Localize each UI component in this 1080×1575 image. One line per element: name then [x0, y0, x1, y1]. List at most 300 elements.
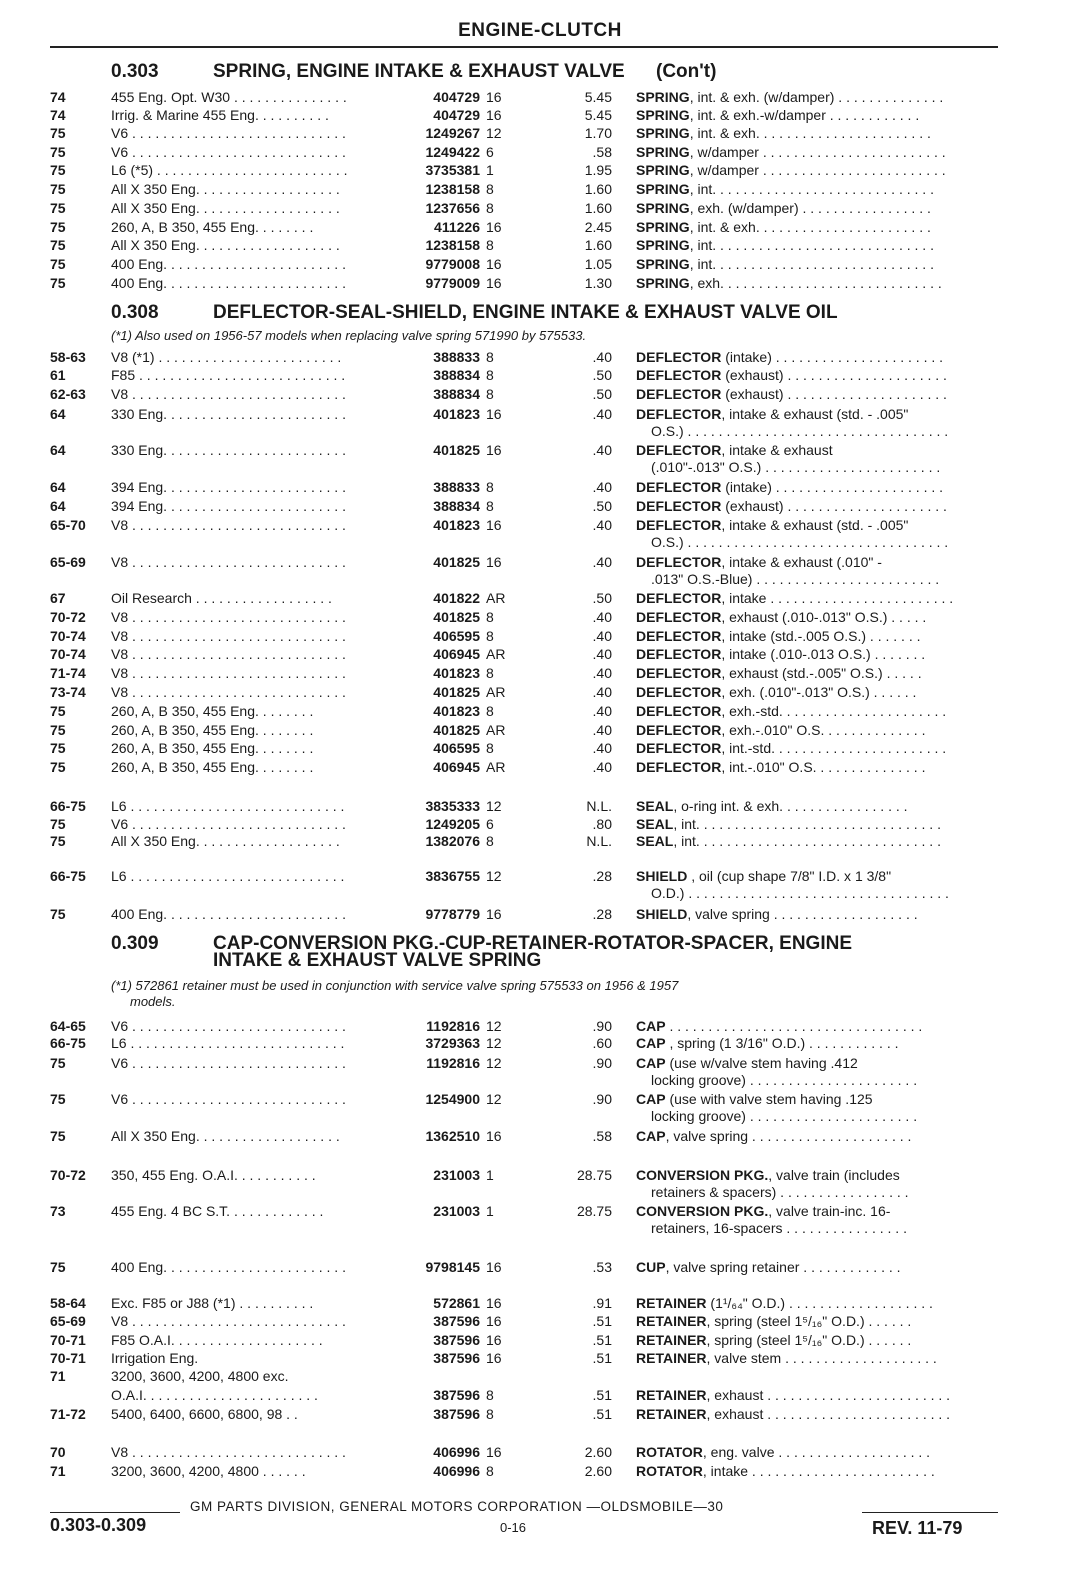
part-description: , int. & exh.-w/damper . . . . . . . . . . . . — [689, 107, 920, 123]
part-name: DEFLECTOR — [636, 609, 722, 625]
description-cell — [636, 1294, 998, 1313]
price-cell: .40 — [592, 665, 612, 681]
part-name: DEFLECTOR — [636, 646, 722, 662]
part-name: SEAL — [636, 798, 674, 814]
quantity-cell: 8 — [486, 703, 494, 719]
part-description: , int. & exh. . . . . . . . . . . . . . . . . . . . . . . — [689, 219, 931, 235]
quantity-cell: 8 — [486, 1463, 494, 1479]
part-number-cell: 387596 — [433, 1313, 480, 1329]
price-cell: .40 — [592, 722, 612, 738]
quantity-cell: 12 — [486, 798, 502, 814]
part-name: DEFLECTOR — [636, 442, 722, 458]
quantity-cell: 16 — [486, 107, 502, 123]
application-cell: 455 Eng. 4 BC S.T. . . . . . . . . . . . . — [111, 1203, 324, 1219]
price-cell: .50 — [592, 386, 612, 402]
year-cell: 74 — [50, 107, 66, 123]
quantity-cell: 8 — [486, 833, 494, 849]
price-cell: 28.75 — [576, 1203, 612, 1219]
description-cell — [636, 143, 998, 162]
part-description: (intake) . . . . . . . . . . . . . . . . . . . . . . — [721, 349, 944, 365]
part-number-cell: 406945 — [433, 646, 480, 662]
part-number-cell: 401823 — [433, 665, 480, 681]
description-cell — [636, 274, 998, 293]
description-cell — [636, 478, 998, 497]
part-description: , exh. . . . . . . . . . . . . . . . . . . . . . . . . . . . . — [689, 275, 942, 291]
part-name: DEFLECTOR — [636, 479, 722, 495]
description-cell — [636, 589, 998, 608]
description-continuation: O.S.) . . . . . . . . . . . . . . . . . . . . . . . . . . . . . . . . . . — [651, 423, 949, 439]
part-description: , intake (std.-.005 O.S.) . . . . . . . — [721, 628, 921, 644]
price-cell: .40 — [592, 406, 612, 422]
price-cell: .90 — [592, 1091, 612, 1107]
quantity-cell: AR — [486, 646, 506, 662]
price-cell: .91 — [592, 1295, 612, 1311]
part-number-cell: 388834 — [433, 367, 480, 383]
price-cell: N.L. — [586, 798, 612, 814]
application-cell: 260, A, B 350, 455 Eng. . . . . . . . — [111, 722, 314, 738]
application-cell: V8 . . . . . . . . . . . . . . . . . . . . . . . . . . . . — [111, 646, 346, 662]
year-cell: 75 — [50, 1128, 66, 1144]
price-cell: .53 — [592, 1259, 612, 1275]
description-cell — [636, 366, 998, 385]
price-cell: .40 — [592, 628, 612, 644]
year-cell: 61 — [50, 367, 66, 383]
part-name: CAP — [636, 1035, 666, 1051]
quantity-cell: AR — [486, 684, 506, 700]
quantity-cell: 16 — [486, 442, 502, 458]
part-description: , exhaust . . . . . . . . . . . . . . . . . . . . . . . . — [706, 1406, 951, 1422]
quantity-cell: 8 — [486, 479, 494, 495]
application-cell: L6 . . . . . . . . . . . . . . . . . . . . . . . . . . . . — [111, 1035, 345, 1051]
description-cell — [636, 608, 998, 627]
quantity-cell: 16 — [486, 89, 502, 105]
year-cell: 58-63 — [50, 349, 86, 365]
part-description: , intake . . . . . . . . . . . . . . . . . . . . . . . . — [702, 1463, 935, 1479]
description-cell — [636, 255, 998, 274]
part-name: CONVERSION PKG. — [636, 1203, 769, 1219]
application-cell: 330 Eng. . . . . . . . . . . . . . . . . . . . . . . . — [111, 406, 346, 422]
part-number-cell: 9798145 — [425, 1259, 480, 1275]
application-cell: V6 . . . . . . . . . . . . . . . . . . . . . . . . . . . . — [111, 1091, 346, 1107]
year-cell: 64-65 — [50, 1018, 86, 1034]
part-number-cell: 401823 — [433, 406, 480, 422]
application-cell: 330 Eng. . . . . . . . . . . . . . . . . . . . . . . . — [111, 442, 346, 458]
year-cell: 75 — [50, 816, 66, 832]
description-cell — [636, 106, 998, 125]
quantity-cell: 8 — [486, 237, 494, 253]
year-cell: 71 — [50, 1463, 66, 1479]
application-cell: All X 350 Eng. . . . . . . . . . . . . . . . . . . — [111, 237, 340, 253]
quantity-cell: 16 — [486, 517, 502, 533]
application-cell: 260, A, B 350, 455 Eng. . . . . . . . — [111, 759, 314, 775]
part-number-cell: 401825 — [433, 554, 480, 570]
part-number-cell: 1382076 — [425, 833, 480, 849]
part-number-cell: 388833 — [433, 349, 480, 365]
section-note: (*1) Also used on 1956-57 models when replacing valve spring 571990 by 575533. — [111, 328, 587, 343]
description-cell — [636, 645, 998, 664]
part-number-cell: 1237656 — [425, 200, 480, 216]
part-number-cell: 387596 — [433, 1350, 480, 1366]
application-cell: 400 Eng. . . . . . . . . . . . . . . . . . . . . . . . — [111, 1259, 346, 1275]
part-description: . . . . . . . . . . . . . . . . . . . . . . . . . . . . . . . . . — [665, 1018, 923, 1034]
part-name: SPRING — [636, 89, 690, 105]
part-number-cell: 401825 — [433, 442, 480, 458]
price-cell: 5.45 — [584, 89, 612, 105]
part-name: RETAINER — [636, 1406, 707, 1422]
section-title-continued: INTAKE & EXHAUST VALVE SPRING — [213, 950, 542, 971]
part-description: , int. . . . . . . . . . . . . . . . . . . . . . . . . . . . . . . . — [673, 833, 941, 849]
section-suffix: (Con't) — [656, 61, 717, 82]
part-name: CAP — [636, 1091, 666, 1107]
year-cell: 71 — [50, 1368, 66, 1384]
part-number-cell: 1249422 — [425, 144, 480, 160]
price-cell: .40 — [592, 517, 612, 533]
year-cell: 64 — [50, 479, 66, 495]
year-cell: 75 — [50, 833, 66, 849]
quantity-cell: AR — [486, 759, 506, 775]
description-continuation: locking groove) . . . . . . . . . . . . . . . . . . . . . . — [651, 1108, 918, 1124]
year-cell: 70-71 — [50, 1332, 86, 1348]
application-cell: 455 Eng. Opt. W30 . . . . . . . . . . . . . . . — [111, 89, 347, 105]
application-cell: 400 Eng. . . . . . . . . . . . . . . . . . . . . . . . — [111, 256, 346, 272]
part-description: , intake & exhaust (.010" - — [721, 554, 882, 570]
description-cell — [636, 497, 998, 516]
description-continuation: locking groove) . . . . . . . . . . . . . . . . . . . . . . — [651, 1072, 918, 1088]
part-description: , int.-std. . . . . . . . . . . . . . . . . . . . . . . — [721, 740, 947, 756]
application-cell: V8 . . . . . . . . . . . . . . . . . . . . . . . . . . . . — [111, 554, 346, 570]
application-cell: Oil Research . . . . . . . . . . . . . . . . . . — [111, 590, 332, 606]
application-cell: V8 . . . . . . . . . . . . . . . . . . . . . . . . . . . . — [111, 684, 346, 700]
part-name: DEFLECTOR — [636, 554, 722, 570]
part-number-cell: 406996 — [433, 1444, 480, 1460]
part-name: DEFLECTOR — [636, 406, 722, 422]
application-cell: All X 350 Eng. . . . . . . . . . . . . . . . . . . — [111, 833, 340, 849]
quantity-cell: 16 — [486, 256, 502, 272]
part-number-cell: 1192816 — [426, 1055, 480, 1071]
price-cell: .51 — [592, 1332, 612, 1348]
application-cell: 350, 455 Eng. O.A.I. . . . . . . . . . . — [111, 1167, 316, 1183]
revision: REV. 11-79 — [872, 1518, 963, 1538]
part-name: RETAINER — [636, 1313, 707, 1329]
price-cell: 1.05 — [584, 256, 612, 272]
part-description: , int. . . . . . . . . . . . . . . . . . . . . . . . . . . . . — [689, 256, 934, 272]
description-cell — [636, 1386, 998, 1405]
part-description: , valve stem . . . . . . . . . . . . . . . . . . . . — [706, 1350, 937, 1366]
description-cell — [636, 124, 998, 143]
part-name: SHIELD — [636, 868, 688, 884]
part-number-cell: 3836755 — [425, 868, 480, 884]
part-description: , valve spring . . . . . . . . . . . . . . . . . . . — [687, 906, 918, 922]
part-description: , valve spring . . . . . . . . . . . . . . . . . . . . . — [665, 1128, 912, 1144]
part-number-cell: 401823 — [433, 517, 480, 533]
quantity-cell: 6 — [486, 144, 494, 160]
application-cell: V8 . . . . . . . . . . . . . . . . . . . . . . . . . . . . — [111, 628, 346, 644]
part-description: , exhaust (std.-.005" O.S.) . . . . . — [721, 665, 922, 681]
part-number-cell: 387596 — [433, 1406, 480, 1422]
quantity-cell: 1 — [486, 162, 494, 178]
part-name: DEFLECTOR — [636, 759, 722, 775]
application-cell: 400 Eng. . . . . . . . . . . . . . . . . . . . . . . . — [111, 906, 346, 922]
quantity-cell: 16 — [486, 554, 502, 570]
part-number-cell: 388833 — [433, 479, 480, 495]
quantity-cell: 8 — [486, 609, 494, 625]
year-cell: 67 — [50, 590, 66, 606]
year-cell: 75 — [50, 125, 66, 141]
quantity-cell: 16 — [486, 1259, 502, 1275]
description-cell — [636, 1127, 998, 1146]
year-cell: 71-74 — [50, 665, 86, 681]
price-cell: .40 — [592, 646, 612, 662]
part-number-cell: 9779009 — [425, 275, 480, 291]
price-cell: 2.60 — [584, 1463, 612, 1479]
year-cell: 74 — [50, 89, 66, 105]
part-name: SPRING — [636, 181, 690, 197]
part-name: DEFLECTOR — [636, 386, 722, 402]
application-cell: V8 . . . . . . . . . . . . . . . . . . . . . . . . . . . . — [111, 1313, 346, 1329]
part-number-cell: 231003 — [433, 1203, 480, 1219]
part-name: CONVERSION PKG. — [636, 1167, 769, 1183]
description-cell — [636, 683, 998, 702]
part-description: , valve train-inc. 16- — [768, 1203, 891, 1219]
year-cell: 66-75 — [50, 798, 86, 814]
footer-text: GM PARTS DIVISION, GENERAL MOTORS CORPORATION —OLDSMOBILE—30 — [190, 1499, 724, 1514]
year-cell: 66-75 — [50, 868, 86, 884]
year-cell: 75 — [50, 703, 66, 719]
part-description: , eng. valve . . . . . . . . . . . . . . . . . . . . — [702, 1444, 931, 1460]
price-cell: 5.45 — [584, 107, 612, 123]
part-number-cell: 387596 — [433, 1332, 480, 1348]
part-description: , o-ring int. & exh. . . . . . . . . . . . . . . . . — [673, 798, 908, 814]
year-cell: 75 — [50, 162, 66, 178]
application-cell: 260, A, B 350, 455 Eng. . . . . . . . — [111, 219, 314, 235]
quantity-cell: 16 — [486, 1295, 502, 1311]
part-name: SEAL — [636, 833, 674, 849]
section-heading — [111, 302, 838, 324]
price-cell: .40 — [592, 759, 612, 775]
description-cell — [636, 1331, 998, 1350]
quantity-cell: 16 — [486, 1350, 502, 1366]
part-number-cell: 1238158 — [425, 181, 480, 197]
part-name: SPRING — [636, 125, 690, 141]
part-description: , int. . . . . . . . . . . . . . . . . . . . . . . . . . . . . — [689, 181, 934, 197]
quantity-cell: 16 — [486, 219, 502, 235]
part-description: , intake (.010-.013 O.S.) . . . . . . . — [721, 646, 926, 662]
page-number: 0-16 — [500, 1520, 527, 1535]
part-name: DEFLECTOR — [636, 665, 722, 681]
part-description: , int. . . . . . . . . . . . . . . . . . . . . . . . . . . . . — [689, 237, 934, 253]
quantity-cell: 16 — [486, 1444, 502, 1460]
part-number-cell: 406945 — [433, 759, 480, 775]
year-cell: 75 — [50, 219, 66, 235]
part-name: CUP — [636, 1259, 666, 1275]
quantity-cell: 16 — [486, 906, 502, 922]
application-cell: L6 (*5) . . . . . . . . . . . . . . . . . . . . . . . . . — [111, 162, 348, 178]
part-name: RETAINER — [636, 1350, 707, 1366]
price-cell: 2.60 — [584, 1444, 612, 1460]
price-cell: 1.60 — [584, 181, 612, 197]
part-number-cell: 406595 — [433, 628, 480, 644]
part-number-cell: 1249205 — [425, 816, 480, 832]
part-name: SHIELD — [636, 906, 688, 922]
part-name: DEFLECTOR — [636, 498, 722, 514]
part-number-cell: 411226 — [434, 219, 480, 235]
application-cell: All X 350 Eng. . . . . . . . . . . . . . . . . . . — [111, 1128, 340, 1144]
part-description: , valve spring retainer . . . . . . . . . . . . . — [665, 1259, 901, 1275]
price-cell: .40 — [592, 554, 612, 570]
year-cell: 70-72 — [50, 1167, 86, 1183]
quantity-cell: 12 — [486, 1018, 502, 1034]
description-continuation: retainers & spacers) . . . . . . . . . . . . . . . . . — [651, 1184, 909, 1200]
price-cell: .90 — [592, 1018, 612, 1034]
application-cell: L6 . . . . . . . . . . . . . . . . . . . . . . . . . . . . — [111, 868, 345, 884]
application-cell: L6 . . . . . . . . . . . . . . . . . . . . . . . . . . . . — [111, 798, 345, 814]
part-number-cell: 406996 — [433, 1463, 480, 1479]
part-number-cell: 401825 — [433, 609, 480, 625]
description-cell — [636, 161, 998, 180]
section-title: SPRING, ENGINE INTAKE & EXHAUST VALVE — [213, 61, 625, 82]
part-name: RETAINER — [636, 1295, 707, 1311]
price-cell: .40 — [592, 740, 612, 756]
quantity-cell: 16 — [486, 1332, 502, 1348]
part-description: , valve train (includes — [768, 1167, 900, 1183]
price-cell: .51 — [592, 1350, 612, 1366]
application-cell: 5400, 6400, 6600, 6800, 98 . . — [111, 1406, 298, 1422]
part-number-cell: 231003 — [433, 1167, 480, 1183]
application-cell: V6 . . . . . . . . . . . . . . . . . . . . . . . . . . . . — [111, 1018, 346, 1034]
quantity-cell: 8 — [486, 740, 494, 756]
quantity-cell: 16 — [486, 275, 502, 291]
part-name: CAP — [636, 1055, 666, 1071]
year-cell: 64 — [50, 442, 66, 458]
part-description: , exh. (w/damper) . . . . . . . . . . . . . . . . . — [689, 200, 931, 216]
part-name: CAP — [636, 1018, 666, 1034]
year-cell: 75 — [50, 759, 66, 775]
part-number-cell: 404729 — [433, 89, 480, 105]
quantity-cell: 12 — [486, 1091, 502, 1107]
part-name: SPRING — [636, 256, 690, 272]
part-number-cell: 401825 — [433, 684, 480, 700]
description-cell — [636, 199, 998, 218]
year-cell: 64 — [50, 406, 66, 422]
price-cell: 2.45 — [584, 219, 612, 235]
page-header: ENGINE-CLUTCH — [458, 20, 622, 41]
price-cell: N.L. — [586, 833, 612, 849]
part-number-cell: 1238158 — [425, 237, 480, 253]
price-cell: .40 — [592, 703, 612, 719]
section-heading — [111, 61, 716, 83]
application-cell: V8 . . . . . . . . . . . . . . . . . . . . . . . . . . . . — [111, 517, 346, 533]
quantity-cell: 8 — [486, 349, 494, 365]
quantity-cell: 1 — [486, 1167, 494, 1183]
price-cell: .51 — [592, 1406, 612, 1422]
header-rule — [50, 46, 998, 48]
part-name: DEFLECTOR — [636, 349, 722, 365]
part-number-cell: 9778779 — [425, 906, 480, 922]
part-name: DEFLECTOR — [636, 590, 722, 606]
part-number-cell: 388834 — [433, 386, 480, 402]
part-name: SPRING — [636, 144, 690, 160]
quantity-cell: 8 — [486, 200, 494, 216]
part-description: , int. . . . . . . . . . . . . . . . . . . . . . . . . . . . . . . . — [673, 816, 941, 832]
description-continuation: (.010"-.013" O.S.) . . . . . . . . . . . . . . . . . . . . . . . — [651, 459, 941, 475]
year-cell: 75 — [50, 1259, 66, 1275]
part-number-cell: 401825 — [433, 722, 480, 738]
quantity-cell: 1 — [486, 1203, 494, 1219]
part-description: , w/damper . . . . . . . . . . . . . . . . . . . . . . . . — [689, 144, 946, 160]
part-description: , exh.-.010" O.S. . . . . . . . . . . . . . — [721, 722, 926, 738]
quantity-cell: AR — [486, 590, 506, 606]
price-cell: .60 — [592, 1035, 612, 1051]
quantity-cell: 12 — [486, 868, 502, 884]
description-cell — [636, 385, 998, 404]
description-cell — [636, 1443, 998, 1462]
price-cell: .51 — [592, 1387, 612, 1403]
part-description: , spring (1 3/16" O.D.) . . . . . . . . . . . . — [665, 1035, 899, 1051]
part-name: SPRING — [636, 219, 690, 235]
application-cell: 400 Eng. . . . . . . . . . . . . . . . . . . . . . . . — [111, 275, 346, 291]
part-number-cell: 1192816 — [426, 1018, 480, 1034]
year-cell: 64 — [50, 498, 66, 514]
part-name: SPRING — [636, 107, 690, 123]
part-name: SPRING — [636, 237, 690, 253]
application-cell: Irrig. & Marine 455 Eng. . . . . . . . . . — [111, 107, 329, 123]
description-cell — [636, 218, 998, 237]
part-description: , intake . . . . . . . . . . . . . . . . . . . . . . . . — [721, 590, 954, 606]
part-description: (exhaust) . . . . . . . . . . . . . . . . . . . . . — [721, 386, 947, 402]
year-cell: 75 — [50, 237, 66, 253]
application-cell: V8 . . . . . . . . . . . . . . . . . . . . . . . . . . . . — [111, 609, 346, 625]
year-cell: 73-74 — [50, 684, 86, 700]
part-description: (exhaust) . . . . . . . . . . . . . . . . . . . . . — [721, 498, 947, 514]
application-cell: 394 Eng. . . . . . . . . . . . . . . . . . . . . . . . — [111, 498, 346, 514]
application-cell: Irrigation Eng. — [111, 1350, 199, 1366]
description-cell — [636, 721, 998, 740]
price-cell: .58 — [592, 1128, 612, 1144]
description-cell — [636, 664, 998, 683]
section-title: DEFLECTOR-SEAL-SHIELD, ENGINE INTAKE & EXHAUST VALVE OIL — [213, 302, 838, 323]
part-description: , intake & exhaust (std. - .005" — [721, 406, 909, 422]
part-description: , w/damper . . . . . . . . . . . . . . . . . . . . . . . . — [689, 162, 946, 178]
part-name: ROTATOR — [636, 1444, 703, 1460]
part-name: SEAL — [636, 816, 674, 832]
price-cell: .28 — [592, 906, 612, 922]
part-number-cell: 572861 — [433, 1295, 480, 1311]
part-number-cell: 3729363 — [425, 1035, 480, 1051]
description-cell — [636, 236, 998, 255]
description-cell — [636, 1349, 998, 1368]
part-description: (exhaust) . . . . . . . . . . . . . . . . . . . . . — [721, 367, 947, 383]
part-description: , intake & exhaust (std. - .005" — [721, 517, 909, 533]
price-cell: 1.70 — [584, 125, 612, 141]
description-continuation: O.S.) . . . . . . . . . . . . . . . . . . . . . . . . . . . . . . . . . . — [651, 534, 949, 550]
quantity-cell: 16 — [486, 1313, 502, 1329]
part-name: SPRING — [636, 200, 690, 216]
part-number-cell: 404729 — [433, 107, 480, 123]
part-number-cell: 9779008 — [425, 256, 480, 272]
part-description: , exhaust . . . . . . . . . . . . . . . . . . . . . . . . — [706, 1387, 951, 1403]
description-cell — [636, 832, 998, 851]
application-cell: 3200, 3600, 4200, 4800 . . . . . . — [111, 1463, 306, 1479]
price-cell: .50 — [592, 498, 612, 514]
quantity-cell: 8 — [486, 1406, 494, 1422]
year-cell: 58-64 — [50, 1295, 86, 1311]
application-cell: O.A.I. . . . . . . . . . . . . . . . . . . . . . . — [111, 1387, 318, 1403]
price-cell: .50 — [592, 367, 612, 383]
application-cell: All X 350 Eng. . . . . . . . . . . . . . . . . . . — [111, 181, 340, 197]
part-name: RETAINER — [636, 1332, 707, 1348]
part-name: DEFLECTOR — [636, 628, 722, 644]
year-cell: 62-63 — [50, 386, 86, 402]
